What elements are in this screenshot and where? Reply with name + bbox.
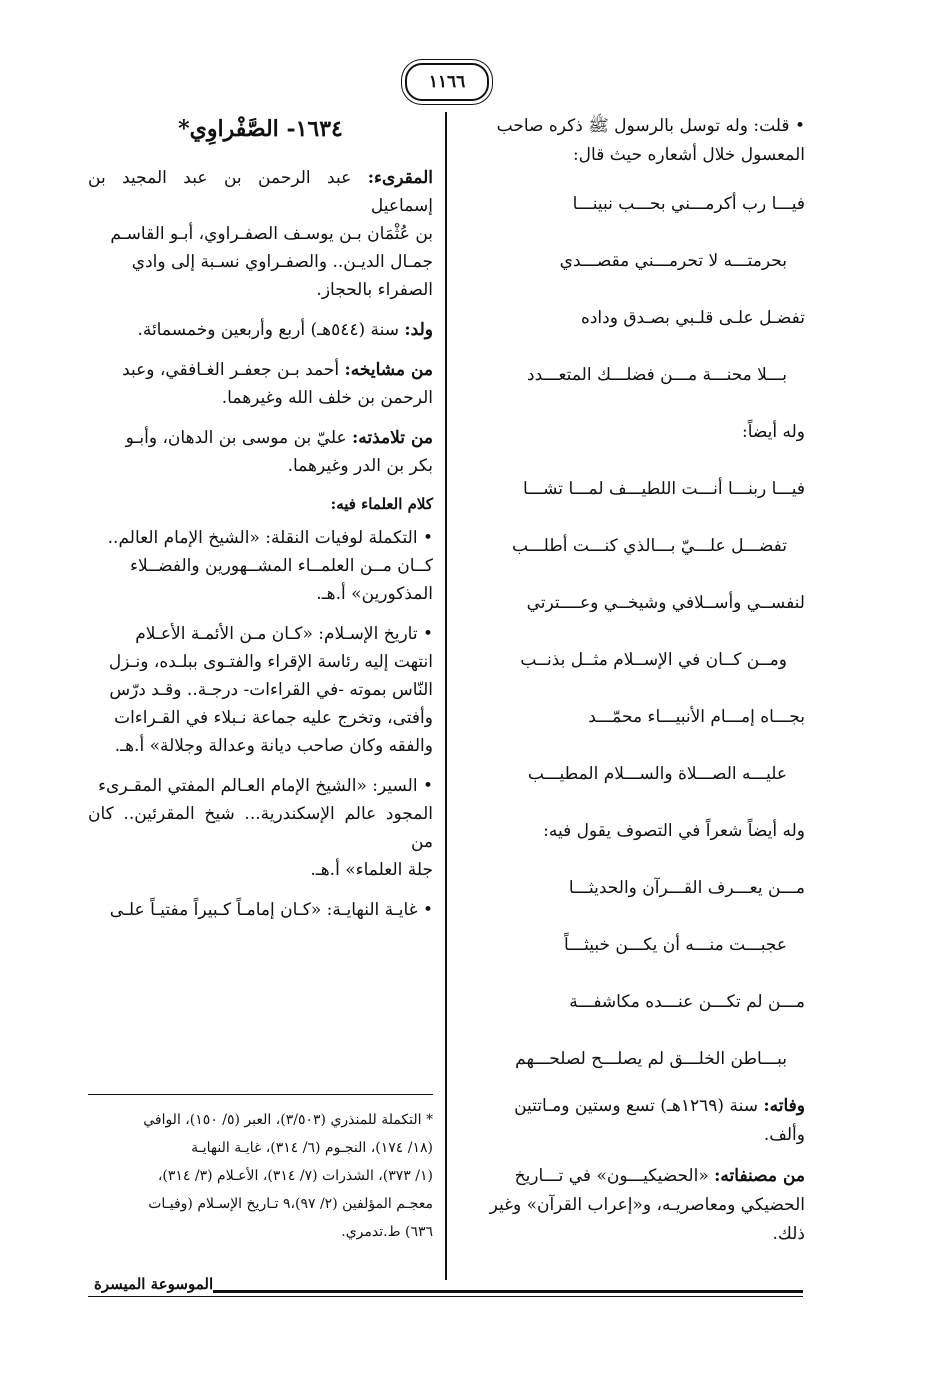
verse-line: عجبـــت منـــه أن يكـــن خبيثـــاً [563,935,787,955]
quote-line: • التكملة لوفيات النقلة: «الشيخ الإمام العالم.. [107,528,433,548]
footnote-line: * التكملة للمنذري (٣/٥٠٣)، العبر (٥/ ١٥٠)، الوافي [143,1112,433,1128]
right-column [460,112,805,1249]
footnote-rule [88,1094,433,1095]
bio-text: عبد الرحمن بن عبد المجيد بن إسماعيل [88,168,433,216]
intro-line: المعسول خلال أشعاره حيث قال: [572,145,805,165]
bio-line: بكر بن الدر وغيرهما. [287,456,433,476]
verse-line: بجـــاه إمـــام الأنبيـــاء محمّـــد [588,707,805,727]
quote-paragraph [88,620,433,760]
footer-rule-thin [88,1296,803,1297]
page-number: ١١٦٦ [405,63,489,101]
bio-line: بن عُثْمَان بـن يوسـف الصفـراوي، أبـو القاسـم [110,224,433,244]
death-label: وفاته: [763,1096,805,1116]
quote-paragraph [88,772,433,884]
bio-text: أحمد بـن جعفـر الغـافقي، وعبد [122,360,340,380]
footer-title: الموسوعة الميسرة [88,1275,213,1293]
column-divider [445,112,447,1280]
bio-paragraph [88,356,433,412]
bio-line: جمـال الديـن.. والصفـراوي نسـبة إلى وادي [131,252,433,272]
quote-line: كــان مــن العلمــاء المشــهورين والفضــلاء [130,556,433,576]
bio-line [88,164,433,220]
bio-paragraph [88,164,433,304]
works-label: من مصنفاته: [714,1166,805,1186]
intro-line: • قلت: وله توسل بالرسول ﷺ ذكره صاحب [496,116,805,136]
bio-paragraph [88,424,433,480]
quote-line: • السير: «الشيخ الإمام العـالم المفتي المقـرىء [98,776,433,796]
scholars-heading: كلام العلماء فيه: [330,495,433,513]
quote-paragraph [88,896,433,924]
footnote-line: ٦٣٦) ط.تدمري. [341,1224,433,1240]
bio-text: سنة (٥٤٤هـ) أربع وأربعين وخمسمائة. [137,320,399,340]
death-paragraph [460,1092,805,1121]
works-paragraph [460,1162,805,1191]
footnote-line: (١٨/ ١٧٤)، النجـوم (٦/ ٣١٤)، غايـة النهايـة [191,1140,433,1156]
works-text: الحضيكي ومعاصريـه، و«إعراب القرآن» وغير [489,1195,805,1215]
footnote-line: معجـم المؤلفين (٢/ ٩٧)،٩ تـاريخ الإسـلام (وفيـات [148,1196,433,1212]
verse-line: مـــن يعـــرف القـــرآن والحديثـــا [568,878,805,898]
bio-label: ولد: [404,320,433,340]
quote-line: انتهت إليه رئاسة الإقراء والفتـوى ببلـده، ونـزل [108,652,433,672]
bio-text: عليّ بن موسى بن الدهان، وأبـو [125,428,347,448]
left-column [88,112,433,936]
verse-line: فيـــا ربنـــا أنـــت اللطيـــف لمـــا تشـــا [523,479,805,499]
bio-line [88,356,433,384]
verse-line: بحرمتـــه لا تحرمـــني مقصـــدي [559,251,787,271]
bio-line [88,316,433,344]
quote-line: • غايـة النهايـة: «كـان إمامـاً كـبيراً مفتيـاً علـى [109,900,433,920]
bio-label: من مشايخه: [344,360,433,380]
bio-line [88,424,433,452]
quote-line: جلة العلماء» أ.هـ. [310,860,433,880]
verse-line: تفضـل علـى قلـبي بصـدق وداده [580,308,805,328]
entry-title: ١٦٣٤- الصَّفْراوِي* [178,116,343,142]
works-text: «الحضيكيـــون» في تـــاريخ [514,1166,709,1186]
quote-line: والفقه وكان صاحب ديانة وعدالة وجلالة» أ.هـ. [114,736,433,756]
verse-line: ببـــاطن الخلـــق لم يصلـــح لصلحـــهم [515,1049,787,1069]
bio-line: الرحمن بن خلف الله وغيرهما. [221,388,433,408]
death-text: وألف. [763,1125,805,1145]
footnote-line: (١/ ٣٧٣)، الشذرات (٧/ ٣١٤)، الأعـلام (٣/ ٣١٤)، [157,1168,433,1184]
death-text: سنة (١٢٦٩هـ) تسع وستين ومـاتتين [514,1096,758,1116]
verse-line: ومــن كــان في الإســلام مثــل بذنــب [520,650,787,670]
works-text: ذلك. [772,1224,805,1244]
quote-line: المجود عالم الإسكندرية... شيخ المقرئين.. كان من [88,804,433,852]
footnotes [88,1106,433,1246]
quote-line: وأفتى، وتخرج عليه جماعة نـبلاء في القـراءات [114,708,433,728]
verse-line: فيـــا رب أكرمـــني بحـــب نبينـــا [572,194,805,214]
bio-paragraph [88,316,433,344]
quote-paragraph [88,524,433,608]
verse-line: عليـــه الصـــلاة والســـلام المطيـــب [527,764,787,784]
bio-line: الصفراء بالحجاز. [316,280,433,300]
quote-line: النّاس بموته -في القراءات- درجـة.. وقـد درّس [109,680,433,700]
bio-label: من تلامذته: [352,428,433,448]
quote-line: المذكورين» أ.هـ. [316,584,433,604]
verse-line: بـــلا محنـــة مـــن فضلـــك المتعـــدد [527,365,787,385]
also-label: وله أيضاً: [741,422,805,442]
also-label: وله أيضاً شعراً في التصوف يقول فيه: [543,821,805,841]
verse-line: لنفســي وأســلافي وشيخــي وعــــترتي [526,593,805,613]
verse-line: مـــن لم تكـــن عنـــده مكاشفـــة [569,992,805,1012]
quote-line: • تاريخ الإسـلام: «كـان مـن الأئمـة الأعـلام [135,624,433,644]
verse-line: تفضـــل علـــيّ بـــالذي كنـــت أطلـــب [511,536,787,556]
bio-label: المقرىء: [367,168,434,188]
